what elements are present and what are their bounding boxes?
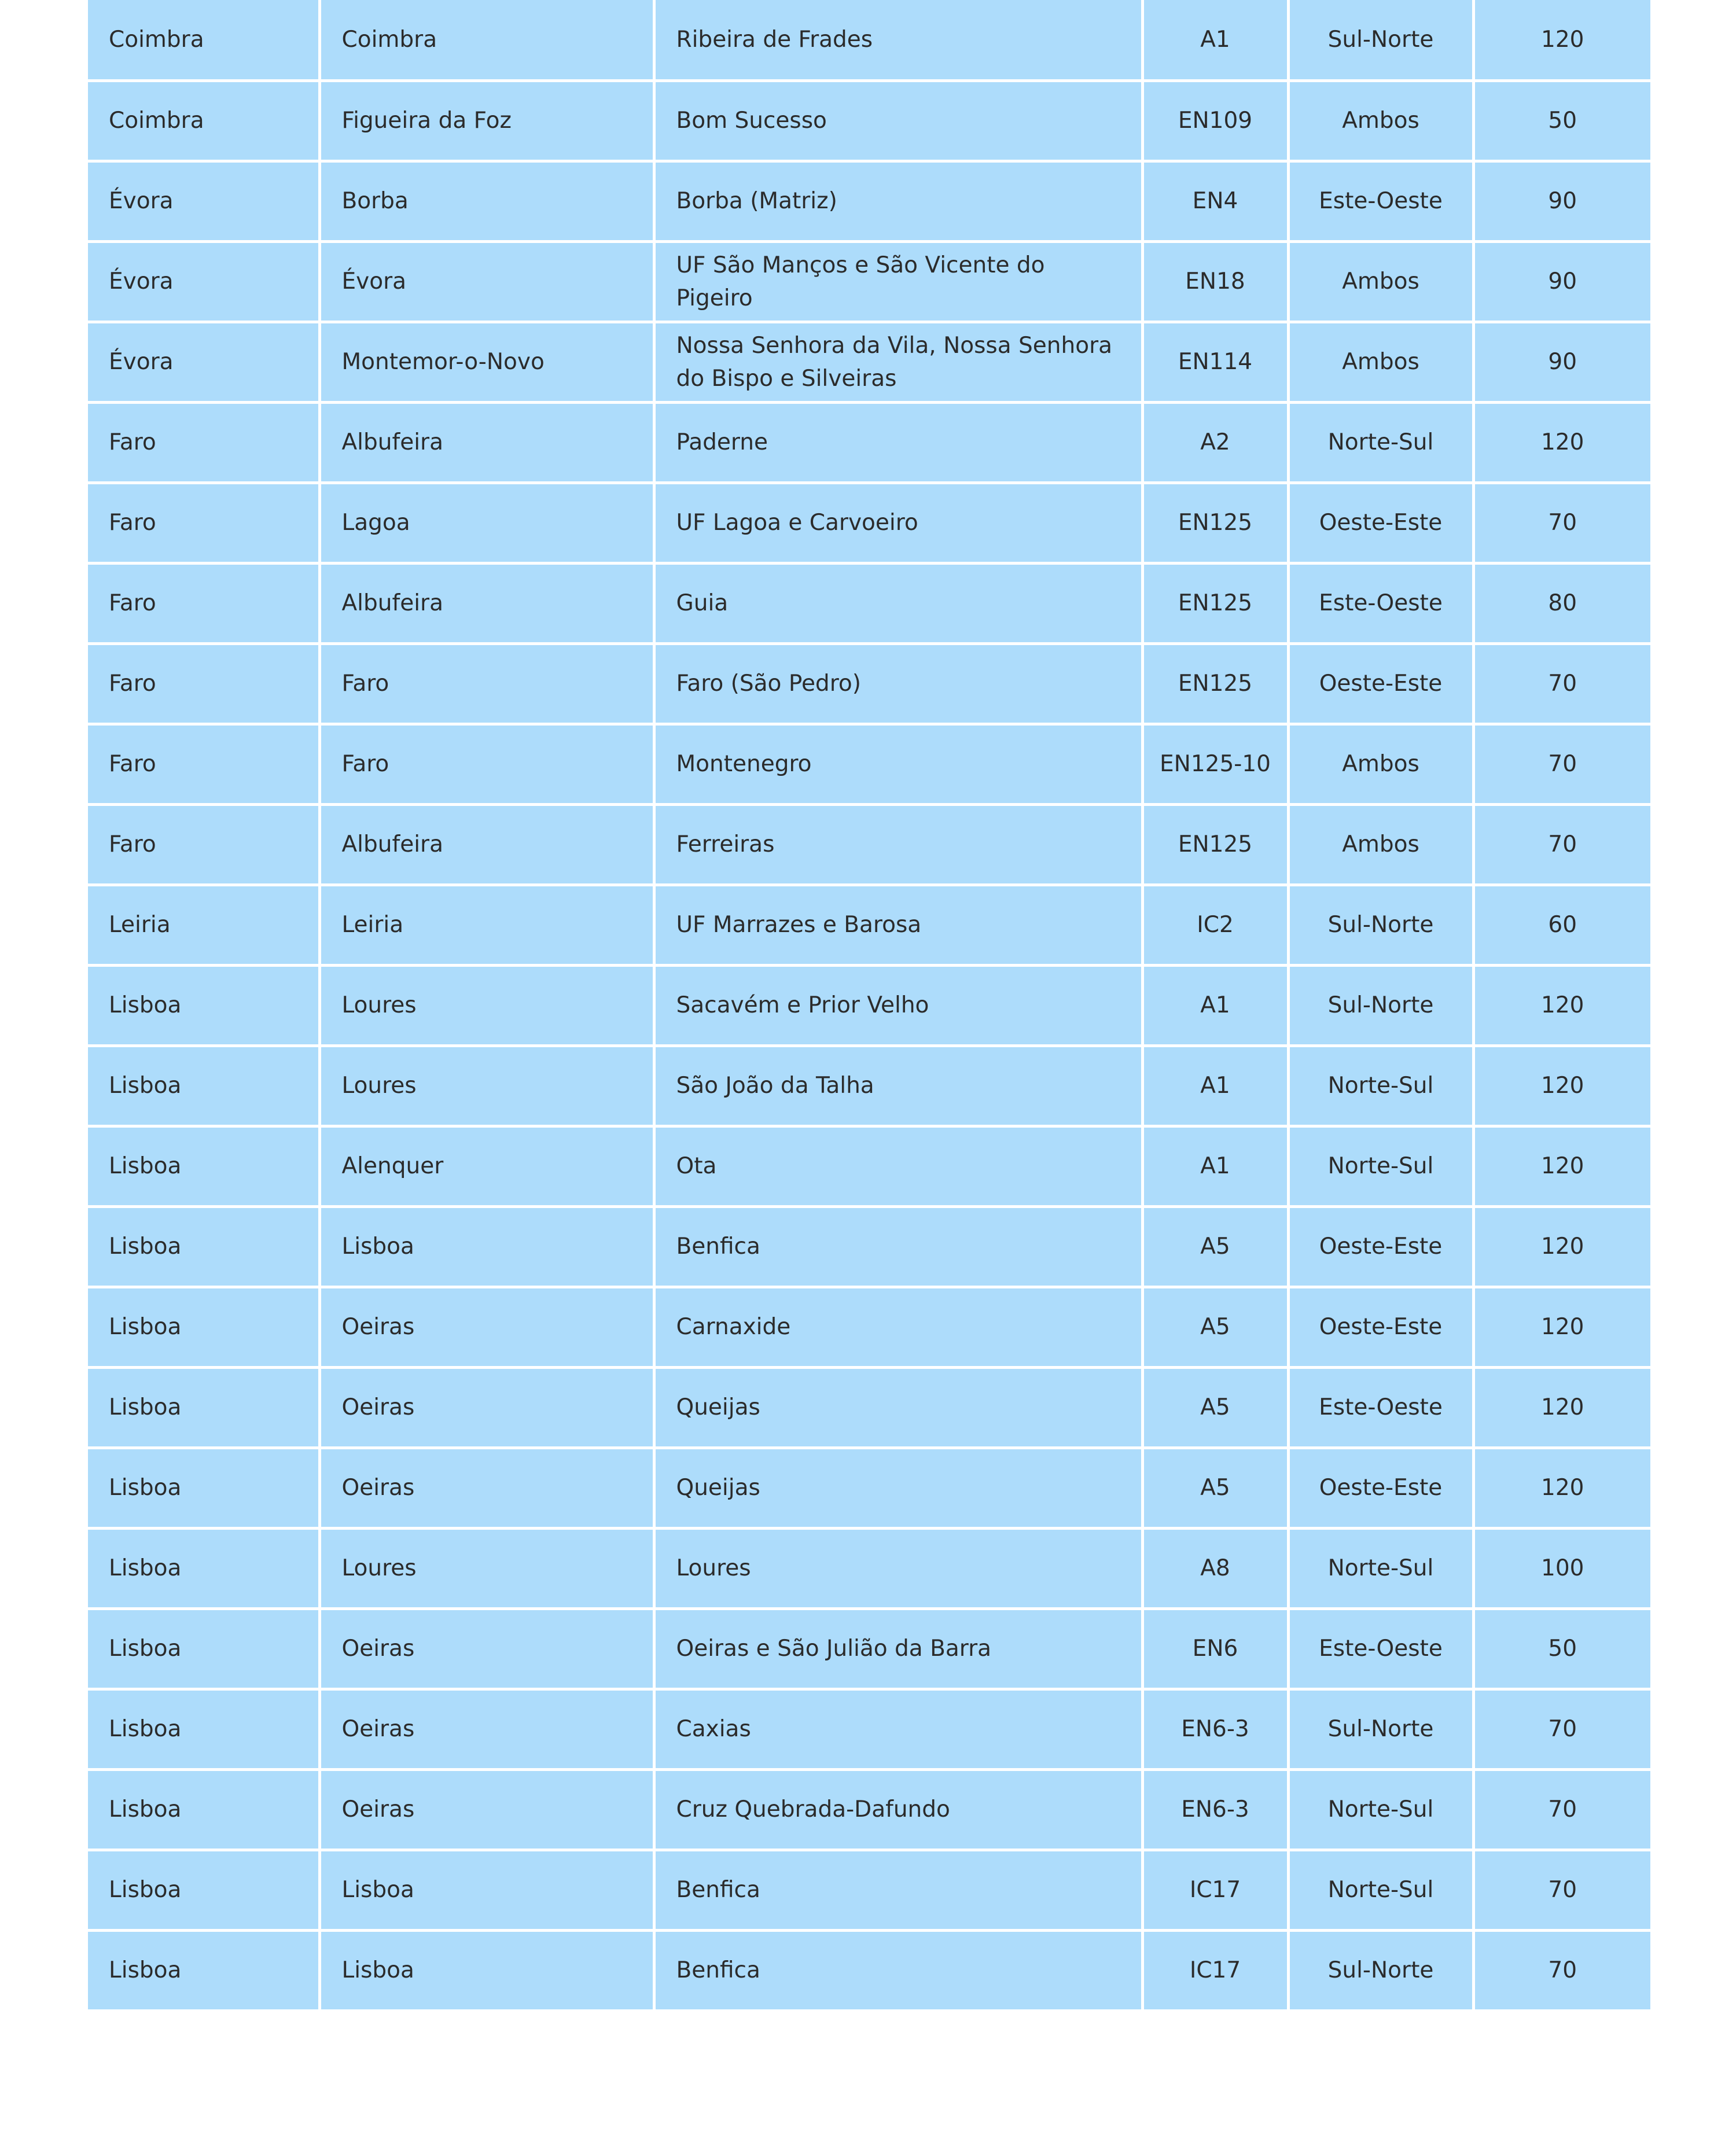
municipality-cell: Albufeira <box>319 402 654 483</box>
district-cell: Faro <box>88 402 319 483</box>
parish-cell: Faro (São Pedro) <box>654 643 1142 724</box>
road-cell: EN6 <box>1142 1608 1288 1689</box>
district-cell: Lisboa <box>88 1769 319 1850</box>
speed-limit-cell: 70 <box>1473 1850 1650 1930</box>
table-row <box>88 1126 1650 1206</box>
speed-limit-cell: 120 <box>1473 402 1650 483</box>
parish-cell: Ota <box>654 1126 1142 1206</box>
road-cell: A5 <box>1142 1206 1288 1287</box>
district-cell: Lisboa <box>88 965 319 1045</box>
road-cell: IC17 <box>1142 1850 1288 1930</box>
municipality-cell: Loures <box>319 965 654 1045</box>
direction-cell: Oeste-Este <box>1288 483 1473 563</box>
district-cell: Faro <box>88 804 319 885</box>
district-cell: Évora <box>88 161 319 241</box>
parish-cell: Ribeira de Frades <box>654 0 1142 80</box>
district-cell: Coimbra <box>88 80 319 161</box>
municipality-cell: Albufeira <box>319 563 654 643</box>
direction-cell: Norte-Sul <box>1288 1045 1473 1126</box>
municipality-cell: Alenquer <box>319 1126 654 1206</box>
speed-limit-cell: 60 <box>1473 885 1650 965</box>
parish-cell: Ferreiras <box>654 804 1142 885</box>
parish-cell: Benfica <box>654 1850 1142 1930</box>
district-cell: Lisboa <box>88 1287 319 1367</box>
district-cell: Lisboa <box>88 1850 319 1930</box>
road-cell: A1 <box>1142 0 1288 80</box>
road-cell: A1 <box>1142 965 1288 1045</box>
parish-cell: Loures <box>654 1528 1142 1608</box>
road-cell: EN125 <box>1142 483 1288 563</box>
road-cell: EN6-3 <box>1142 1689 1288 1769</box>
district-cell: Coimbra <box>88 0 319 80</box>
municipality-cell: Montemor-o-Novo <box>319 322 654 402</box>
municipality-cell: Lagoa <box>319 483 654 563</box>
municipality-cell: Leiria <box>319 885 654 965</box>
table-row <box>88 1206 1650 1287</box>
speed-limit-cell: 70 <box>1473 1930 1650 2011</box>
speed-limit-cell: 70 <box>1473 1769 1650 1850</box>
district-cell: Lisboa <box>88 1206 319 1287</box>
direction-cell: Ambos <box>1288 322 1473 402</box>
speed-limit-cell: 70 <box>1473 1689 1650 1769</box>
speed-limit-cell: 120 <box>1473 1367 1650 1448</box>
parish-cell: Montenegro <box>654 724 1142 804</box>
table-body <box>88 0 1650 2011</box>
road-cell: EN125-10 <box>1142 724 1288 804</box>
table-row <box>88 1689 1650 1769</box>
parish-cell: Benfica <box>654 1930 1142 2011</box>
direction-cell: Sul-Norte <box>1288 885 1473 965</box>
district-cell: Lisboa <box>88 1448 319 1528</box>
road-cell: EN114 <box>1142 322 1288 402</box>
road-cell: IC17 <box>1142 1930 1288 2011</box>
district-cell: Faro <box>88 563 319 643</box>
radar-locations-table <box>88 0 1650 2012</box>
table-row <box>88 241 1650 322</box>
speed-limit-cell: 50 <box>1473 1608 1650 1689</box>
speed-limit-cell: 80 <box>1473 563 1650 643</box>
direction-cell: Este-Oeste <box>1288 563 1473 643</box>
direction-cell: Ambos <box>1288 804 1473 885</box>
speed-limit-cell: 120 <box>1473 1045 1650 1126</box>
speed-limit-cell: 120 <box>1473 965 1650 1045</box>
district-cell: Lisboa <box>88 1126 319 1206</box>
table-row <box>88 322 1650 402</box>
road-cell: EN18 <box>1142 241 1288 322</box>
speed-limit-cell: 120 <box>1473 1206 1650 1287</box>
table-row <box>88 0 1650 80</box>
table-row <box>88 1930 1650 2011</box>
municipality-cell: Oeiras <box>319 1689 654 1769</box>
parish-cell: Queijas <box>654 1367 1142 1448</box>
speed-limit-cell: 90 <box>1473 241 1650 322</box>
municipality-cell: Coimbra <box>319 0 654 80</box>
direction-cell: Oeste-Este <box>1288 1206 1473 1287</box>
road-cell: A2 <box>1142 402 1288 483</box>
district-cell: Faro <box>88 483 319 563</box>
road-cell: EN125 <box>1142 563 1288 643</box>
district-cell: Évora <box>88 322 319 402</box>
road-cell: IC2 <box>1142 885 1288 965</box>
table-row <box>88 1528 1650 1608</box>
direction-cell: Norte-Sul <box>1288 1126 1473 1206</box>
table-row <box>88 1850 1650 1930</box>
district-cell: Faro <box>88 643 319 724</box>
table-row <box>88 643 1650 724</box>
speed-limit-cell: 120 <box>1473 1287 1650 1367</box>
speed-limit-cell: 70 <box>1473 804 1650 885</box>
speed-limit-cell: 70 <box>1473 643 1650 724</box>
parish-cell: UF Marrazes e Barosa <box>654 885 1142 965</box>
parish-cell: Guia <box>654 563 1142 643</box>
direction-cell: Ambos <box>1288 724 1473 804</box>
parish-cell: Sacavém e Prior Velho <box>654 965 1142 1045</box>
municipality-cell: Lisboa <box>319 1930 654 2011</box>
direction-cell: Norte-Sul <box>1288 402 1473 483</box>
parish-cell: Paderne <box>654 402 1142 483</box>
municipality-cell: Faro <box>319 643 654 724</box>
district-cell: Lisboa <box>88 1930 319 2011</box>
municipality-cell: Borba <box>319 161 654 241</box>
district-cell: Évora <box>88 241 319 322</box>
direction-cell: Este-Oeste <box>1288 1367 1473 1448</box>
direction-cell: Oeste-Este <box>1288 1287 1473 1367</box>
municipality-cell: Faro <box>319 724 654 804</box>
road-cell: A1 <box>1142 1045 1288 1126</box>
road-cell: EN109 <box>1142 80 1288 161</box>
parish-cell: Cruz Quebrada-Dafundo <box>654 1769 1142 1850</box>
radar-locations-table-container <box>88 0 1650 2012</box>
parish-cell: São João da Talha <box>654 1045 1142 1126</box>
direction-cell: Sul-Norte <box>1288 0 1473 80</box>
municipality-cell: Albufeira <box>319 804 654 885</box>
direction-cell: Norte-Sul <box>1288 1850 1473 1930</box>
direction-cell: Sul-Norte <box>1288 1689 1473 1769</box>
direction-cell: Ambos <box>1288 80 1473 161</box>
table-row <box>88 885 1650 965</box>
road-cell: EN125 <box>1142 643 1288 724</box>
direction-cell: Sul-Norte <box>1288 1930 1473 2011</box>
municipality-cell: Loures <box>319 1045 654 1126</box>
direction-cell: Este-Oeste <box>1288 161 1473 241</box>
direction-cell: Este-Oeste <box>1288 1608 1473 1689</box>
district-cell: Lisboa <box>88 1689 319 1769</box>
municipality-cell: Oeiras <box>319 1287 654 1367</box>
municipality-cell: Oeiras <box>319 1448 654 1528</box>
table-row <box>88 1287 1650 1367</box>
road-cell: EN6-3 <box>1142 1769 1288 1850</box>
parish-cell: Queijas <box>654 1448 1142 1528</box>
table-row <box>88 1367 1650 1448</box>
municipality-cell: Loures <box>319 1528 654 1608</box>
table-row <box>88 161 1650 241</box>
speed-limit-cell: 50 <box>1473 80 1650 161</box>
district-cell: Lisboa <box>88 1608 319 1689</box>
speed-limit-cell: 120 <box>1473 1448 1650 1528</box>
speed-limit-cell: 90 <box>1473 161 1650 241</box>
direction-cell: Ambos <box>1288 241 1473 322</box>
road-cell: EN125 <box>1142 804 1288 885</box>
direction-cell: Oeste-Este <box>1288 1448 1473 1528</box>
parish-cell: Carnaxide <box>654 1287 1142 1367</box>
table-row <box>88 1769 1650 1850</box>
road-cell: A1 <box>1142 1126 1288 1206</box>
table-row <box>88 724 1650 804</box>
municipality-cell: Oeiras <box>319 1367 654 1448</box>
table-row <box>88 402 1650 483</box>
table-row <box>88 483 1650 563</box>
parish-cell: Borba (Matriz) <box>654 161 1142 241</box>
parish-cell: UF São Manços e São Vicente do Pigeiro <box>654 241 1142 322</box>
municipality-cell: Lisboa <box>319 1206 654 1287</box>
road-cell: EN4 <box>1142 161 1288 241</box>
parish-cell: UF Lagoa e Carvoeiro <box>654 483 1142 563</box>
table-row <box>88 965 1650 1045</box>
speed-limit-cell: 70 <box>1473 483 1650 563</box>
speed-limit-cell: 70 <box>1473 724 1650 804</box>
speed-limit-cell: 100 <box>1473 1528 1650 1608</box>
road-cell: A5 <box>1142 1287 1288 1367</box>
direction-cell: Sul-Norte <box>1288 965 1473 1045</box>
road-cell: A8 <box>1142 1528 1288 1608</box>
table-row <box>88 804 1650 885</box>
direction-cell: Oeste-Este <box>1288 643 1473 724</box>
parish-cell: Caxias <box>654 1689 1142 1769</box>
district-cell: Lisboa <box>88 1367 319 1448</box>
direction-cell: Norte-Sul <box>1288 1528 1473 1608</box>
direction-cell: Norte-Sul <box>1288 1769 1473 1850</box>
district-cell: Faro <box>88 724 319 804</box>
district-cell: Leiria <box>88 885 319 965</box>
municipality-cell: Oeiras <box>319 1608 654 1689</box>
road-cell: A5 <box>1142 1367 1288 1448</box>
municipality-cell: Lisboa <box>319 1850 654 1930</box>
table-row <box>88 1448 1650 1528</box>
table-row <box>88 1608 1650 1689</box>
district-cell: Lisboa <box>88 1528 319 1608</box>
table-row <box>88 563 1650 643</box>
table-row <box>88 80 1650 161</box>
parish-cell: Nossa Senhora da Vila, Nossa Senhora do Bispo e Silveiras <box>654 322 1142 402</box>
municipality-cell: Oeiras <box>319 1769 654 1850</box>
road-cell: A5 <box>1142 1448 1288 1528</box>
speed-limit-cell: 120 <box>1473 1126 1650 1206</box>
speed-limit-cell: 120 <box>1473 0 1650 80</box>
speed-limit-cell: 90 <box>1473 322 1650 402</box>
parish-cell: Bom Sucesso <box>654 80 1142 161</box>
parish-cell: Oeiras e São Julião da Barra <box>654 1608 1142 1689</box>
table-row <box>88 1045 1650 1126</box>
district-cell: Lisboa <box>88 1045 319 1126</box>
municipality-cell: Évora <box>319 241 654 322</box>
municipality-cell: Figueira da Foz <box>319 80 654 161</box>
parish-cell: Benfica <box>654 1206 1142 1287</box>
